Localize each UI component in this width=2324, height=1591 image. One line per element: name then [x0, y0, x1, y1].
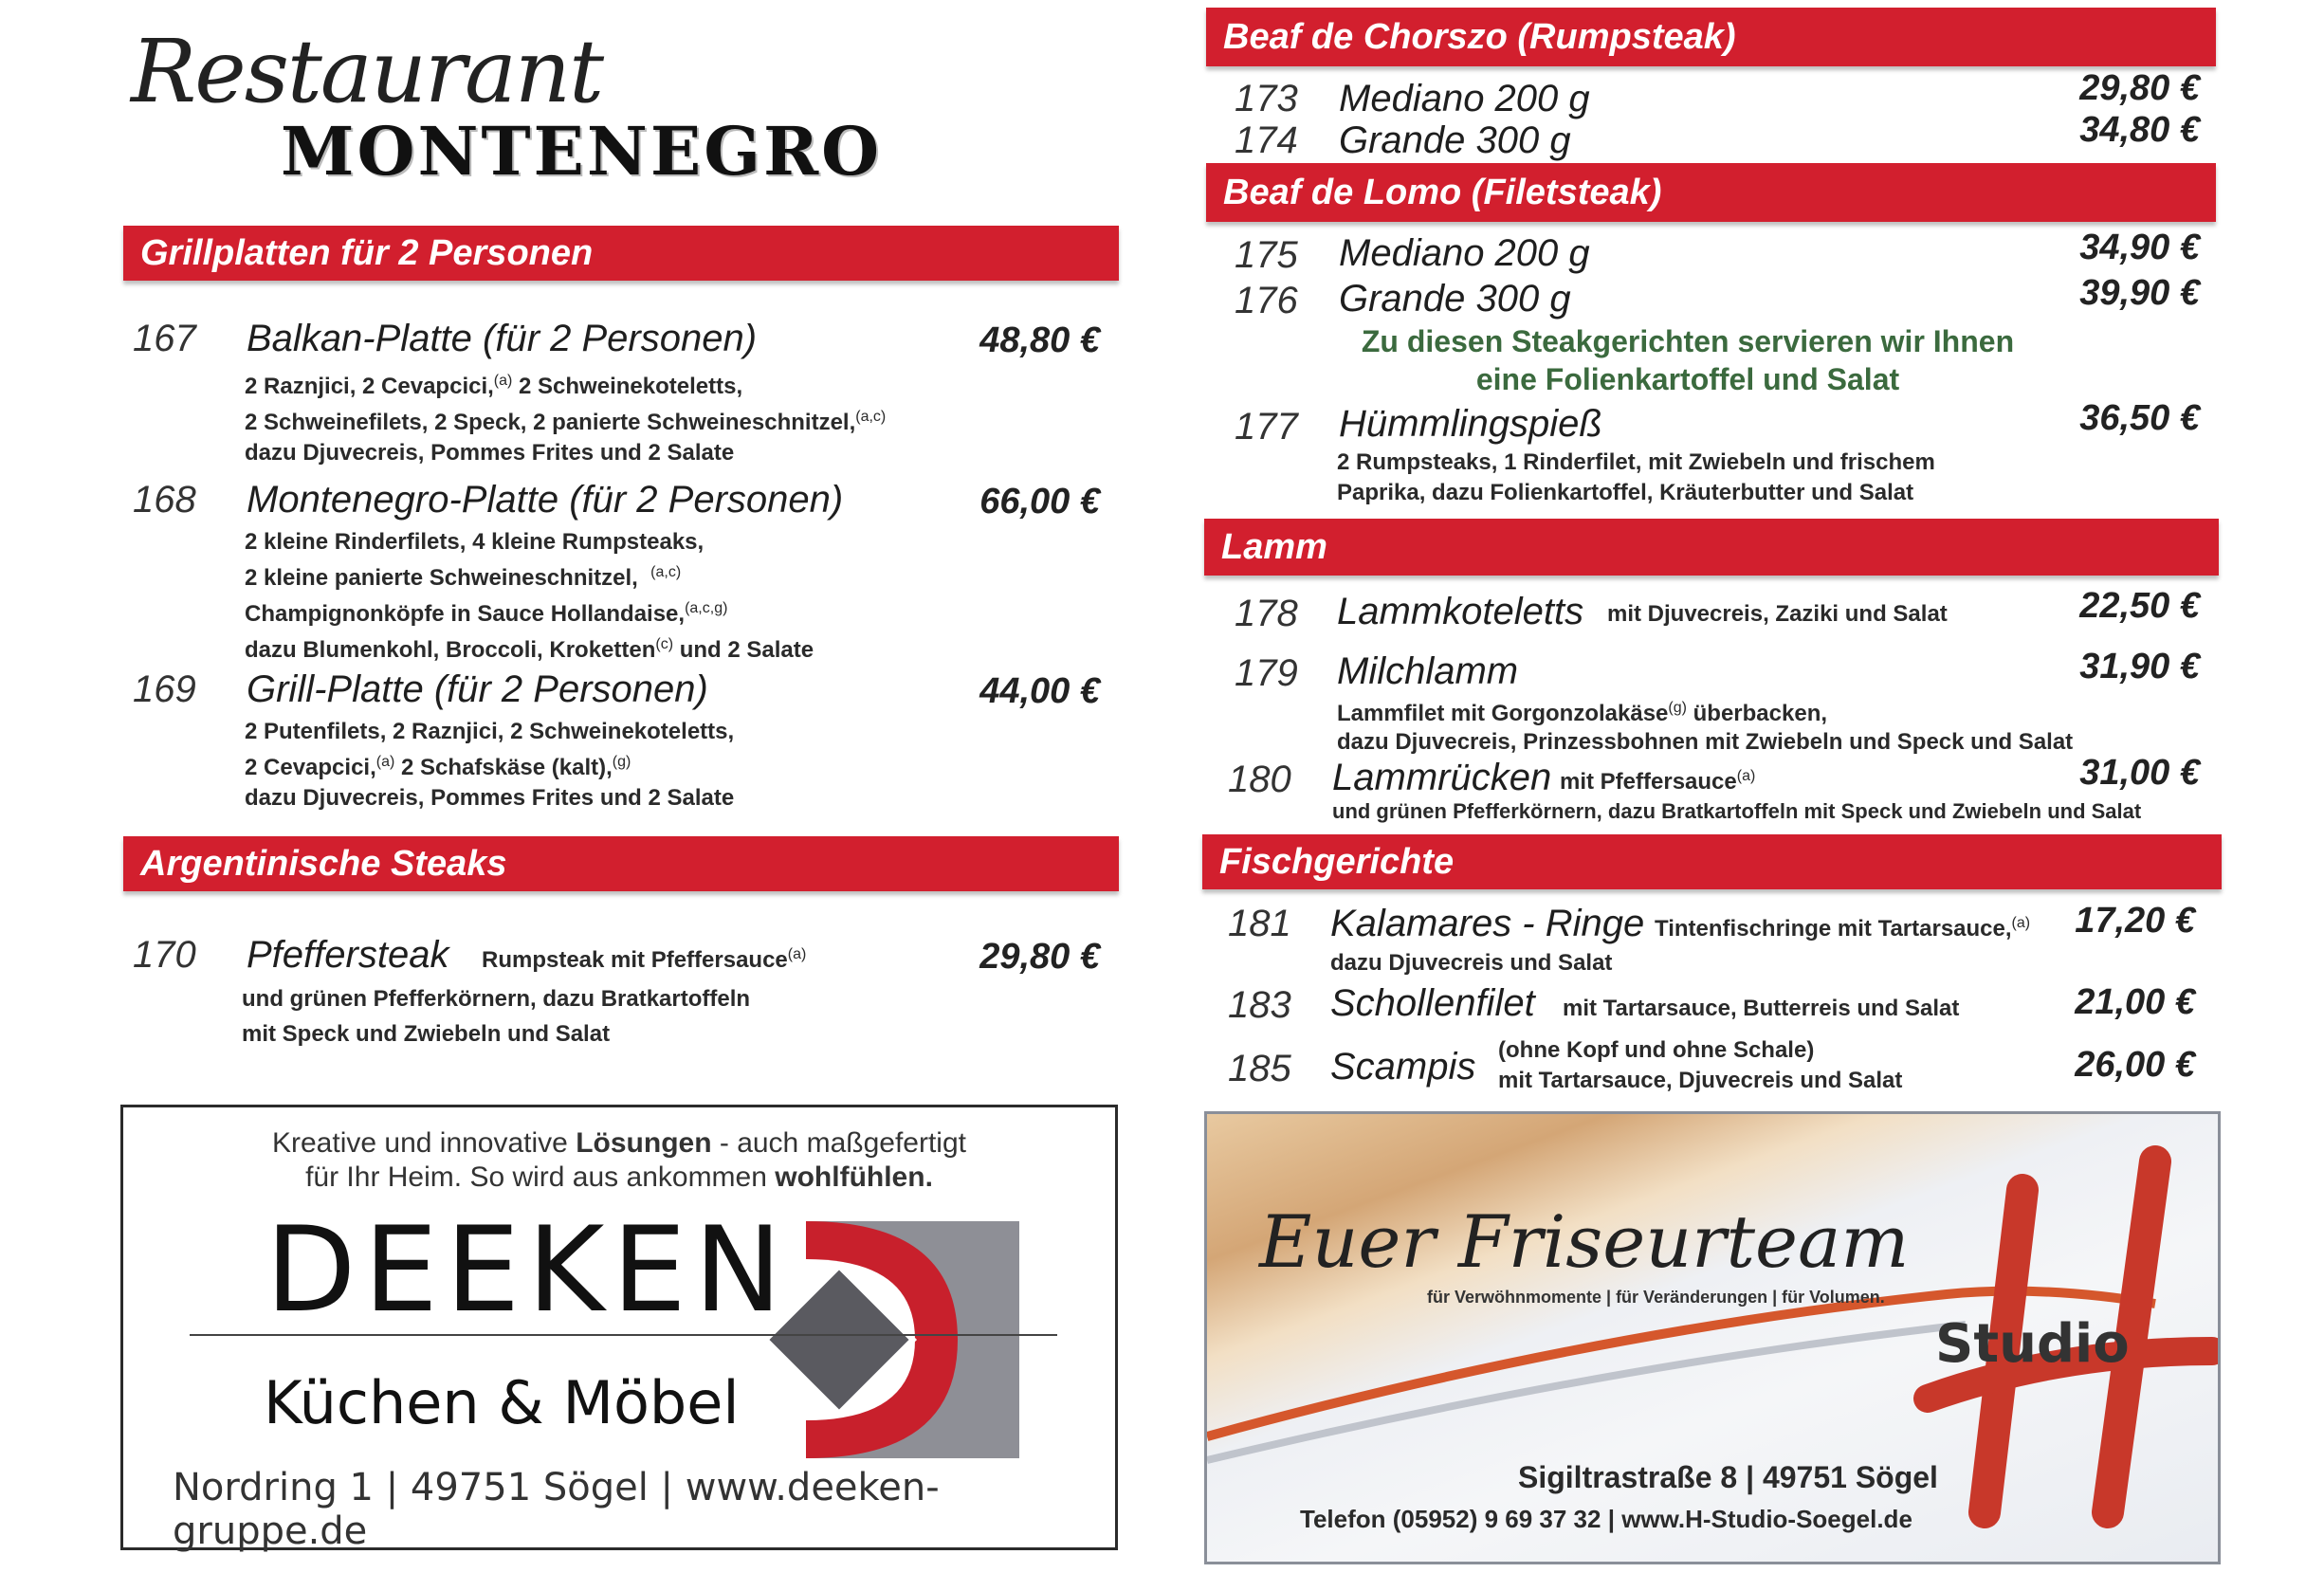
item-description: und grünen Pfefferkörnern, dazu Bratkartoffeln mit Speck und Zwiebeln und Salat [1332, 799, 2142, 823]
section-header-lomo: Beaf de Lomo (Filetsteak) [1206, 163, 2216, 222]
item-name: Grande 300 g [1339, 278, 1571, 320]
item-description: 2 Putenfilets, 2 Raznjici, 2 Schweinekoteletts, 2 Cevapcici,$^{(a)}$ 2 Schafskäse (kalt),$^{(g)}$ dazu Djuvecreis, Pommes Frites und 2 Salate [245, 719, 735, 811]
item-name: Kalamares - Ringe [1330, 903, 1645, 944]
item-number: 185 [1228, 1048, 1291, 1089]
item-number: 176 [1235, 280, 1298, 321]
item-inline-description: Tintenfischringe mit Tartarsauce,$^{(a)}$ [1655, 915, 2031, 942]
deeken-address: Nordring 1 | 49751 Sögel | www.deeken-gruppe.de [173, 1466, 940, 1553]
item-price: 22,50 € [2079, 586, 2200, 626]
item-number: 178 [1235, 593, 1298, 634]
item-price: 29,80 € [2079, 68, 2200, 108]
deeken-subtitle: Küchen & Möbel [264, 1368, 740, 1437]
steak-side-note: Zu diesen Steakgerichten servieren wir Ihnen eine Folienkartoffel und Salat [1361, 324, 2015, 396]
item-name: Scampis [1330, 1046, 1476, 1088]
item-number: 183 [1228, 984, 1291, 1026]
item-price: 17,20 € [2075, 901, 2195, 941]
section-header-lamm: Lamm [1204, 519, 2219, 576]
item-price: 44,00 € [979, 671, 1100, 711]
item-name: Montenegro-Platte (für 2 Personen) [247, 479, 844, 521]
item-number: 175 [1235, 234, 1298, 276]
hstudio-tagline: für Verwöhnmomente | für Veränderungen | für Volumen. [1427, 1288, 1885, 1307]
item-price: 21,00 € [2075, 982, 2195, 1022]
item-price: 26,00 € [2075, 1045, 2195, 1085]
item-price: 34,80 € [2079, 110, 2200, 150]
item-description: 2 Rumpsteaks, 1 Rinderfilet, mit Zwiebeln und frischem Paprika, dazu Folienkartoffel, Kräuterbutter und Salat [1337, 449, 1935, 505]
item-name: Mediano 200 g [1339, 78, 1590, 119]
hstudio-ad [1204, 1111, 2221, 1564]
item-name: Grill-Platte (für 2 Personen) [247, 668, 708, 710]
logo-script: Restaurant [131, 21, 603, 122]
deeken-title: DEEKEN [265, 1202, 790, 1339]
item-number: 180 [1228, 759, 1291, 800]
item-number: 167 [133, 318, 196, 359]
item-name: Balkan-Platte (für 2 Personen) [247, 318, 758, 359]
hstudio-script: Euer Friseurteam [1259, 1199, 1910, 1284]
item-price: 34,90 € [2079, 228, 2200, 267]
item-name: Milchlamm [1337, 650, 1519, 692]
item-number: 181 [1228, 903, 1291, 944]
item-number: 170 [133, 934, 196, 976]
hstudio-studio: Studio [1935, 1313, 2130, 1375]
item-number: 177 [1235, 406, 1298, 448]
item-price: 39,90 € [2079, 273, 2200, 313]
item-price: 66,00 € [979, 482, 1100, 521]
hstudio-phone: Telefon (05952) 9 69 37 32 | www.H-Studio-Soegel.de [1300, 1505, 1912, 1533]
item-price: 31,00 € [2079, 753, 2200, 793]
item-inline-description: Rumpsteak mit Pfeffersauce$^{(a)}$ [482, 946, 807, 973]
deeken-ad [120, 1105, 1118, 1553]
item-price: 36,50 € [2079, 398, 2200, 438]
item-description: und grünen Pfefferkörnern, dazu Bratkartoffeln mit Speck und Zwiebeln und Salat [242, 986, 751, 1047]
item-name: Lammrücken [1332, 757, 1552, 798]
deeken-tagline: Kreative und innovative Lösungen - auch maßgefertigt für Ihr Heim. So wird aus ankommen wohlfühlen. [272, 1127, 966, 1193]
item-inline-description: mit Tartarsauce, Butterreis und Salat [1563, 996, 1960, 1021]
item-name: Lammkoteletts [1337, 591, 1584, 632]
item-price: 48,80 € [979, 320, 1100, 360]
item-inline-description: mit Pfeffersauce$^{(a)}$ [1560, 768, 1756, 795]
section-header-chorizo: Beaf de Chorszo (Rumpsteak) [1206, 8, 2216, 66]
item-name: Hümmlingspieß [1339, 403, 1602, 445]
item-number: 173 [1235, 78, 1298, 119]
item-number: 169 [133, 668, 196, 710]
item-name: Mediano 200 g [1339, 232, 1590, 274]
item-name: Grande 300 g [1339, 119, 1571, 161]
section-header-fischgerichte: Fischgerichte [1202, 834, 2222, 889]
hstudio-address: Sigiltrastraße 8 | 49751 Sögel [1518, 1460, 1938, 1494]
item-inline-description: mit Djuvecreis, Zaziki und Salat [1607, 601, 1948, 627]
item-description: Lammfilet mit Gorgonzolakäse$^{(g)}$ überbacken, dazu Djuvecreis, Prinzessbohnen mit Zwiebeln und Speck und Salat [1337, 700, 2074, 755]
item-price: 29,80 € [979, 937, 1100, 977]
item-number: 179 [1235, 652, 1298, 694]
item-price: 31,90 € [2079, 647, 2200, 686]
logo-main: MONTENEGRO [281, 112, 883, 191]
item-description: dazu Djuvecreis und Salat [1330, 950, 1613, 976]
section-header-argentinische-steaks: Argentinische Steaks [123, 836, 1119, 891]
item-number: 174 [1235, 119, 1298, 161]
item-name: Pfeffersteak [247, 934, 449, 976]
item-name: Schollenfilet [1330, 982, 1535, 1024]
item-description: 2 kleine Rinderfilets, 4 kleine Rumpsteaks, 2 kleine panierte Schweineschnitzel, $^{(a,c)}$ Champignonköpfe in Sauce Hollandaise,$^{(a,c,g)}$ dazu Blumenkohl, Broccoli, Kroketten$^{(c)}$ und 2 Salate [245, 529, 814, 663]
item-number: 168 [133, 479, 196, 521]
item-inline-description: (ohne Kopf und ohne Schale) mit Tartarsauce, Djuvecreis und Salat [1498, 1037, 1903, 1093]
section-header-grillplatten: Grillplatten für 2 Personen [123, 226, 1119, 281]
item-description: 2 Raznjici, 2 Cevapcici,$^{(a)}$ 2 Schweinekoteletts, 2 Schweinefilets, 2 Speck, 2 panierte Schweineschnitzel,$^{(a,c)}$ dazu Djuvecreis, Pommes Frites und 2 Salate [245, 373, 887, 466]
